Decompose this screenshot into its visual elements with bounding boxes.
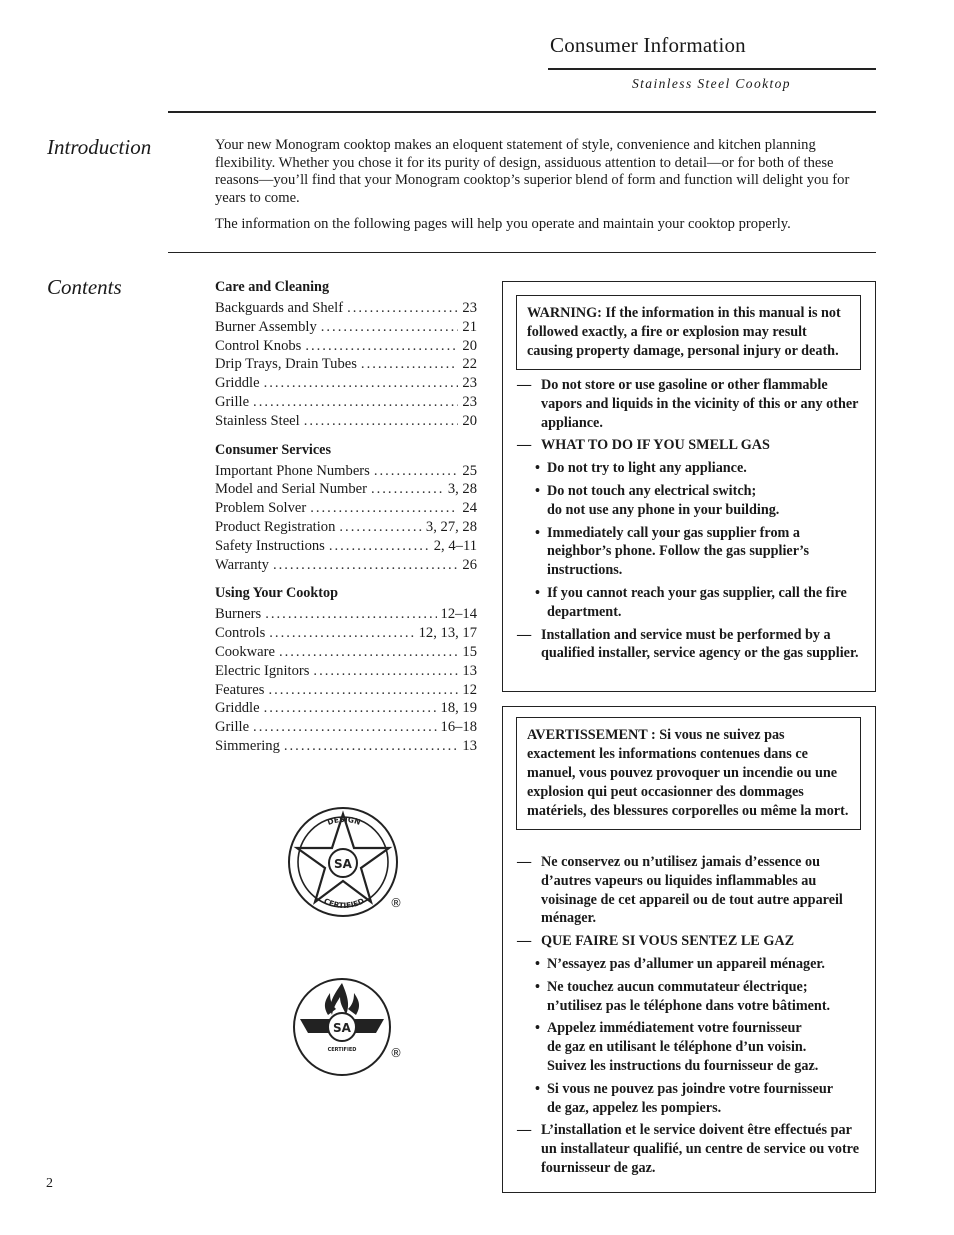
toc-entry-label: Cookware (215, 643, 275, 660)
toc-leader-dots (321, 318, 459, 337)
list-item: • Si vous ne pouvez pas joindre votre fournisseur de gaz, appelez les pompiers. (535, 1080, 834, 1116)
list-item: • N’essayez pas d’allumer un appareil ménager. (535, 955, 825, 972)
list-item (215, 624, 477, 643)
avertissement-bullet-3a: Appelez immédiatement votre fournisseur (547, 1020, 802, 1037)
avertissement-item-2: QUE FAIRE SI VOUS SENTEZ LE GAZ (541, 933, 795, 950)
toc-entry-label: Griddle (215, 700, 260, 717)
toc-leader-dots (265, 605, 436, 624)
toc-entry-label: Problem Solver (215, 500, 307, 517)
toc-entry-label: Stainless Steel (215, 412, 300, 429)
introduction-heading: Introduction (47, 135, 152, 159)
logo-certified-text: CERTIFIED (322, 896, 366, 911)
list-item (215, 605, 477, 624)
toc-leader-dots (253, 718, 436, 737)
list-item: • Do not try to light any appliance. (535, 460, 747, 477)
warning-item-3: Installation and service must be performed by a qualified installer, service agency or the gas supplier. (541, 626, 859, 662)
list-item (215, 462, 477, 481)
list-item (215, 412, 477, 431)
toc-entry-page: 3, 27, 28 (425, 518, 477, 535)
flame-certified-logo (292, 975, 398, 1079)
list-item: — Do not store or use gasoline or other flammable vapors and liquids in the vicinity of this or any other appliance. (517, 377, 859, 431)
toc-entry-page: 3, 28 (447, 481, 477, 498)
avertissement-headline: AVERTISSEMENT : Si vous ne suivez pas exactement les informations contenues dans ce manuel, vous pouvez provoquer un incendie ou une explosion qui peut occasionner des dommages matériels, des blessures corporelles ou même la mort. (527, 727, 849, 819)
toc-entry-page: 13 (462, 737, 477, 754)
toc-leader-dots (253, 393, 458, 412)
toc-entry-page: 16–18 (440, 719, 477, 736)
list-item (215, 662, 477, 681)
warning-item-1: Do not store or use gasoline or other flammable vapors and liquids in the vicinity of this or any other appliance. (541, 377, 859, 431)
avertissement-bullet-3b: de gaz en utilisant le téléphone d’un voisin. (547, 1039, 807, 1056)
section-divider-top (168, 111, 876, 113)
warning-bullet-4: If you cannot reach your gas supplier, call the fire department. (547, 584, 847, 620)
warning-bullet-2a: Do not touch any electrical switch; (547, 482, 757, 499)
flame-right-icon (348, 993, 359, 1015)
toc-entry-page: 20 (462, 337, 477, 354)
header-rule (548, 68, 876, 70)
toc-entry-label: Safety Instructions (215, 537, 325, 554)
contents-group-title: Consumer Services (215, 441, 331, 458)
introduction-paragraph-2: The information on the following pages will help you operate and maintain your cooktop properly. (215, 216, 791, 232)
toc-entry-label: Grille (215, 719, 250, 736)
list-item: — WHAT TO DO IF YOU SMELL GAS (517, 437, 770, 454)
avertissement-bullet-2a: Ne touchez aucun commutateur électrique; (547, 978, 808, 995)
design-certified-logo (286, 806, 402, 918)
toc-entry-label: Features (215, 681, 265, 698)
contents-list (215, 299, 477, 431)
list-item: • If you cannot reach your gas supplier, call the fire department. (535, 584, 847, 620)
toc-leader-dots (273, 556, 458, 575)
header-title: Consumer Information (550, 33, 746, 57)
contents-group (215, 277, 477, 431)
toc-entry-page: 23 (462, 393, 477, 410)
contents-group-title: Using Your Cooktop (215, 585, 338, 602)
list-item (215, 643, 477, 662)
avertissement-headline-box (516, 717, 861, 830)
csa-letters-icon: SA (333, 1021, 351, 1035)
toc-leader-dots (329, 537, 430, 556)
contents-group (215, 440, 477, 575)
list-item (215, 499, 477, 518)
toc-entry-label: Important Phone Numbers (215, 462, 370, 479)
toc-leader-dots (264, 374, 459, 393)
list-item (215, 718, 477, 737)
contents-list (215, 462, 477, 575)
toc-entry-page: 21 (462, 318, 477, 335)
toc-entry-label: Electric Ignitors (215, 662, 310, 679)
toc-entry-page: 12 (462, 681, 477, 698)
toc-entry-label: Burner Assembly (215, 318, 317, 335)
warning-box-english (502, 281, 876, 692)
toc-leader-dots (347, 299, 458, 318)
warning-bullet-2b: do not use any phone in your building. (547, 501, 780, 518)
toc-leader-dots (304, 412, 459, 431)
introduction-paragraph-1: Your new Monogram cooktop makes an eloquent statement of style, convenience and kitchen planning flexibility. Whether you chose it for its purity of design, assiduous attention to detail—or for both of these reasons—you’ll find that your Monogram cooktop’s superior blend of form and function will delight you for years to come. (215, 137, 850, 206)
contents-group (215, 583, 477, 755)
list-item: • Immediately call your gas supplier from a neighbor’s phone. Follow the gas supplier’s instructions. (535, 524, 809, 579)
avertissement-bullet-2b: n’utilisez pas le téléphone dans votre bâtiment. (547, 997, 831, 1014)
toc-entry-page: 2, 4–11 (433, 537, 477, 554)
toc-leader-dots (268, 681, 458, 700)
warning-headline-box (516, 295, 861, 370)
avertissement-bullet-4a: Si vous ne pouvez pas joindre votre fournisseur (547, 1080, 834, 1097)
warning-box-french (502, 706, 876, 1193)
warning-bullet-1: Do not try to light any appliance. (547, 460, 747, 477)
toc-leader-dots (339, 518, 422, 537)
toc-entry-label: Simmering (215, 737, 280, 754)
logo-certified-small-text: CERTIFIED (327, 1047, 357, 1053)
toc-entry-page: 23 (462, 375, 477, 392)
list-item (215, 556, 477, 575)
avertissement-bullet-1: N’essayez pas d’allumer un appareil ménager. (547, 955, 825, 972)
warning-list-french (517, 853, 863, 1182)
registered-mark-2: ® (390, 1046, 402, 1060)
page-number: 2 (46, 1176, 53, 1191)
toc-leader-dots (310, 499, 458, 518)
list-item (215, 518, 477, 537)
warning-item-2: WHAT TO DO IF YOU SMELL GAS (541, 437, 770, 454)
toc-entry-label: Burners (215, 606, 262, 623)
toc-leader-dots (269, 624, 414, 643)
list-item: — Installation and service must be performed by a qualified installer, service agency or the gas supplier. (517, 626, 859, 662)
toc-leader-dots (284, 737, 459, 756)
list-item (215, 318, 477, 337)
toc-entry-page: 24 (462, 500, 477, 517)
toc-entry-page: 26 (462, 556, 477, 573)
toc-entry-label: Griddle (215, 375, 260, 392)
toc-leader-dots (361, 355, 458, 374)
list-item (215, 374, 477, 393)
toc-entry-page: 13 (462, 662, 477, 679)
avertissement-bullet-3c: Suivez les instructions du fournisseur de gaz. (547, 1057, 819, 1074)
list-item (215, 337, 477, 356)
list-item (215, 681, 477, 700)
list-item: • Ne touchez aucun commutateur électrique; n’utilisez pas le téléphone dans votre bâtiment. (535, 978, 831, 1014)
avertissement-item-1: Ne conservez ou n’utilisez jamais d’essence ou d’autres vapeurs ou liquides inflammables au voisinage de cet appareil ou de tout autre appareil ménager. (541, 854, 843, 927)
toc-entry-label: Grille (215, 393, 250, 410)
warning-bullet-3: Immediately call your gas supplier from a neighbor’s phone. Follow the gas supplier’s instructions. (547, 524, 809, 579)
table-of-contents (215, 277, 477, 765)
toc-entry-page: 15 (462, 643, 477, 660)
toc-entry-page: 23 (462, 300, 477, 316)
toc-entry-page: 25 (462, 462, 477, 479)
csa-letters-icon: SA (334, 857, 352, 871)
toc-entry-label: Backguards and Shelf (215, 300, 344, 316)
toc-entry-page: 12–14 (440, 606, 477, 623)
toc-leader-dots (305, 337, 458, 356)
list-item: • Do not touch any electrical switch; do not use any phone in your building. (535, 482, 780, 518)
toc-leader-dots (264, 699, 437, 718)
toc-entry-page: 18, 19 (440, 700, 477, 717)
toc-leader-dots (313, 662, 458, 681)
list-item (215, 355, 477, 374)
avertissement-bullet-4b: de gaz, appelez les pompiers. (547, 1099, 722, 1116)
contents-group-title: Care and Cleaning (215, 279, 330, 295)
list-item: — L’installation et le service doivent être effectués par un installateur qualifié, un centre de service ou votre fournisseur de gaz. (517, 1122, 860, 1176)
toc-entry-page: 12, 13, 17 (418, 625, 477, 642)
header-subtitle: Stainless Steel Cooktop (632, 76, 791, 91)
toc-leader-dots (374, 462, 459, 481)
list-item (215, 699, 477, 718)
list-item: — Ne conservez ou n’utilisez jamais d’essence ou d’autres vapeurs ou liquides inflammables au voisinage de cet appareil ou de tout autre appareil ménager. (517, 854, 843, 927)
logo-design-text: DESIGN (326, 814, 362, 827)
toc-entry-page: 22 (462, 356, 477, 373)
contents-heading: Contents (47, 275, 122, 299)
avertissement-item-3: L’installation et le service doivent être effectués par un installateur qualifié, un centre de service ou votre fournisseur de gaz. (541, 1122, 860, 1176)
warning-headline: WARNING: If the information in this manual is not followed exactly, a fire or explosion may result causing property damage, personal injury or death. (527, 305, 841, 359)
introduction-text (215, 137, 875, 243)
toc-leader-dots (279, 643, 458, 662)
list-item (215, 480, 477, 499)
contents-list (215, 605, 477, 755)
section-divider-middle (168, 252, 876, 253)
toc-entry-label: Model and Serial Number (215, 481, 367, 498)
list-item: • Appelez immédiatement votre fournisseur de gaz en utilisant le téléphone d’un voisin. Suivez les instructions du fournisseur de gaz. (535, 1020, 819, 1074)
list-item (215, 737, 477, 756)
registered-mark-1: ® (390, 896, 402, 910)
toc-entry-label: Controls (215, 625, 266, 642)
list-item (215, 393, 477, 412)
toc-entry-label: Product Registration (215, 518, 336, 535)
toc-entry-label: Control Knobs (215, 337, 302, 354)
toc-entry-label: Warranty (215, 556, 269, 573)
warning-list-english (517, 376, 863, 667)
list-item: — QUE FAIRE SI VOUS SENTEZ LE GAZ (517, 933, 795, 950)
toc-entry-page: 20 (462, 412, 477, 429)
list-item (215, 537, 477, 556)
toc-entry-label: Drip Trays, Drain Tubes (215, 356, 357, 373)
toc-leader-dots (371, 480, 444, 499)
list-item (215, 299, 477, 318)
